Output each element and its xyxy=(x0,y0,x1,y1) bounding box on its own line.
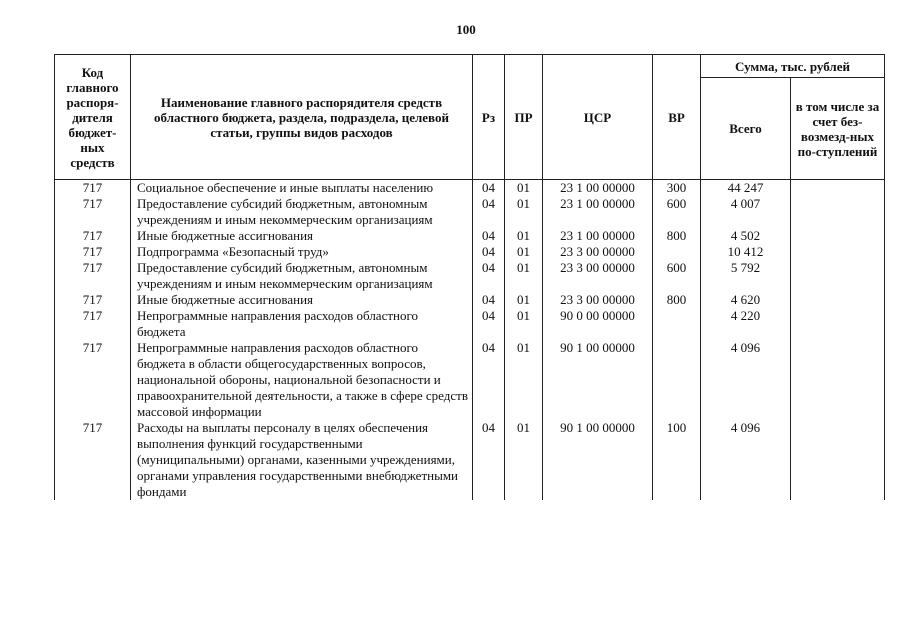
cell-name: Иные бюджетные ассигнования xyxy=(131,292,473,308)
cell-pr: 01 xyxy=(505,244,543,260)
cell-csr: 23 3 00 00000 xyxy=(543,244,653,260)
header-code: Код главного распоря-дителя бюджет-ных средств xyxy=(55,55,131,180)
cell-pr: 01 xyxy=(505,196,543,228)
cell-rz: 04 xyxy=(473,244,505,260)
cell-code: 717 xyxy=(55,308,131,340)
cell-incl xyxy=(791,308,885,340)
header-csr: ЦСР xyxy=(543,55,653,180)
cell-total: 4 096 xyxy=(701,420,791,500)
cell-vr: 800 xyxy=(653,228,701,244)
table-row xyxy=(55,260,885,292)
cell-pr: 01 xyxy=(505,308,543,340)
cell-csr: 90 0 00 00000 xyxy=(543,308,653,340)
table-row xyxy=(55,420,885,500)
cell-csr: 23 3 00 00000 xyxy=(543,292,653,308)
cell-total: 4 502 xyxy=(701,228,791,244)
cell-total: 44 247 xyxy=(701,180,791,197)
cell-csr: 23 1 00 00000 xyxy=(543,228,653,244)
cell-total: 5 792 xyxy=(701,260,791,292)
cell-pr: 01 xyxy=(505,228,543,244)
cell-total: 4 220 xyxy=(701,308,791,340)
header-name: Наименование главного распорядителя средств областного бюджета, раздела, подраздела, целевой статьи, группы видов расходов xyxy=(131,55,473,180)
table-row xyxy=(55,308,885,340)
table-row xyxy=(55,180,885,197)
cell-code: 717 xyxy=(55,196,131,228)
cell-total: 4 096 xyxy=(701,340,791,420)
cell-code: 717 xyxy=(55,180,131,197)
cell-vr xyxy=(653,308,701,340)
cell-name: Иные бюджетные ассигнования xyxy=(131,228,473,244)
cell-name: Социальное обеспечение и иные выплаты населению xyxy=(131,180,473,197)
header-pr: ПР xyxy=(505,55,543,180)
cell-total: 4 007 xyxy=(701,196,791,228)
table-row xyxy=(55,228,885,244)
cell-pr: 01 xyxy=(505,180,543,197)
cell-name: Расходы на выплаты персоналу в целях обеспечения выполнения функций государственными (муниципальными) органами, казенными учреждениями, органами управления государственными внебюджетными фондами xyxy=(131,420,473,500)
cell-vr: 600 xyxy=(653,260,701,292)
cell-code: 717 xyxy=(55,244,131,260)
header-rz: Рз xyxy=(473,55,505,180)
cell-total: 10 412 xyxy=(701,244,791,260)
cell-csr: 90 1 00 00000 xyxy=(543,340,653,420)
cell-rz: 04 xyxy=(473,260,505,292)
cell-name: Непрограммные направления расходов областного бюджета в области общегосударственных вопросов, национальной обороны, национальной безопасности и правоохранительной деятельности, а также в сфере средств массовой информации xyxy=(131,340,473,420)
cell-total: 4 620 xyxy=(701,292,791,308)
cell-csr: 23 3 00 00000 xyxy=(543,260,653,292)
cell-pr: 01 xyxy=(505,260,543,292)
cell-code: 717 xyxy=(55,260,131,292)
header-total: Всего xyxy=(701,78,791,180)
cell-incl xyxy=(791,228,885,244)
cell-vr: 800 xyxy=(653,292,701,308)
cell-vr xyxy=(653,244,701,260)
header-vr: ВР xyxy=(653,55,701,180)
cell-code: 717 xyxy=(55,420,131,500)
cell-rz: 04 xyxy=(473,308,505,340)
table-row xyxy=(55,196,885,228)
cell-rz: 04 xyxy=(473,340,505,420)
cell-pr: 01 xyxy=(505,420,543,500)
cell-incl xyxy=(791,260,885,292)
cell-rz: 04 xyxy=(473,196,505,228)
cell-code: 717 xyxy=(55,228,131,244)
cell-csr: 23 1 00 00000 xyxy=(543,180,653,197)
cell-rz: 04 xyxy=(473,180,505,197)
cell-vr: 100 xyxy=(653,420,701,500)
cell-vr: 600 xyxy=(653,196,701,228)
table-body xyxy=(55,180,885,501)
cell-pr: 01 xyxy=(505,292,543,308)
cell-incl xyxy=(791,420,885,500)
header-incl: в том числе за счет без-возмезд-ных по-ступлений xyxy=(791,78,885,180)
table-row xyxy=(55,292,885,308)
cell-name: Предоставление субсидий бюджетным, автономным учреждениям и иным некоммерческим организациям xyxy=(131,260,473,292)
cell-rz: 04 xyxy=(473,292,505,308)
cell-incl xyxy=(791,180,885,197)
table-row xyxy=(55,340,885,420)
cell-name: Подпрограмма «Безопасный труд» xyxy=(131,244,473,260)
cell-csr: 90 1 00 00000 xyxy=(543,420,653,500)
header-sum: Сумма, тыс. рублей xyxy=(701,55,885,78)
budget-table xyxy=(54,54,885,500)
cell-code: 717 xyxy=(55,340,131,420)
cell-vr: 300 xyxy=(653,180,701,197)
cell-vr xyxy=(653,340,701,420)
cell-incl xyxy=(791,196,885,228)
cell-csr: 23 1 00 00000 xyxy=(543,196,653,228)
cell-incl xyxy=(791,340,885,420)
cell-incl xyxy=(791,244,885,260)
cell-incl xyxy=(791,292,885,308)
cell-rz: 04 xyxy=(473,228,505,244)
table-header xyxy=(55,55,885,180)
cell-name: Непрограммные направления расходов областного бюджета xyxy=(131,308,473,340)
cell-pr: 01 xyxy=(505,340,543,420)
table-row xyxy=(55,244,885,260)
cell-rz: 04 xyxy=(473,420,505,500)
cell-code: 717 xyxy=(55,292,131,308)
page-number: 100 xyxy=(456,22,476,37)
cell-name: Предоставление субсидий бюджетным, автономным учреждениям и иным некоммерческим организациям xyxy=(131,196,473,228)
